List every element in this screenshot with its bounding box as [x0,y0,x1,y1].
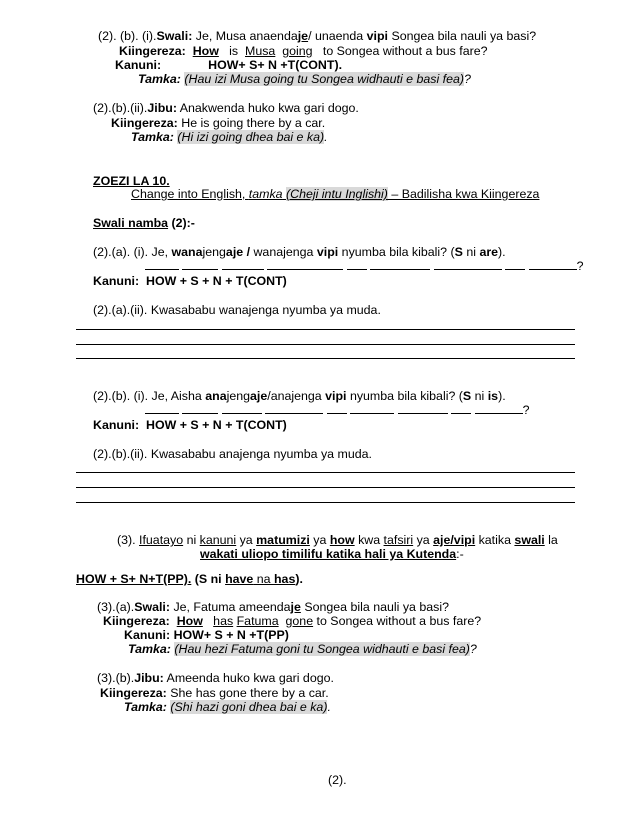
s3-jibu-label: Jibu: [134,671,164,685]
q2b-s: S [462,389,472,403]
s3-l1-ifuatayo: Ifuatayo [139,533,184,547]
q2a-answer-line-2 [76,344,575,345]
q2a-rest1: wanajenga [253,245,317,259]
zoezi-instr-a: Change into English, [131,187,249,201]
s3-formula-line [76,572,303,587]
s1-q-label: Swali: [156,29,193,43]
s1-k-is: is [229,44,239,58]
s1-tamka-end: ? [464,72,471,86]
zoezi-instr-tamka: tamka [248,187,283,201]
s1-kiingereza-line [119,44,488,59]
q2b-ana: ana [205,389,227,403]
s3-l1-how: how [329,533,355,547]
q2a-num: (2).(a). (i). Je, [93,245,172,259]
s3-t2-line [124,700,331,715]
s3-intro-line-1 [117,533,558,548]
s1-t2-line [131,130,328,145]
q2b-ni: ni [471,389,488,403]
q2b-answer-line-1 [76,472,575,473]
q2b-answer-line-2 [76,487,575,488]
s3-t2-end: . [327,700,331,714]
s3-t2-text: (Shi hazi goni dhea bai e ka) [170,700,328,714]
s3-na: na [253,572,274,586]
s3-formula: HOW + S+ N+T(PP). [76,572,192,586]
s1-tamka-text: (Hau izi Musa going tu Songea widhauti e basi fea) [184,72,465,86]
q2b-answer-blanks [145,402,530,418]
s3-k-label: Kiingereza: [103,614,170,628]
q2b-kanuni-label: Kanuni: [93,418,140,432]
s1-k-musa: Musa [245,44,276,58]
q2b-answer-line-3 [76,502,575,503]
s3-have: have [225,572,254,586]
s3-l1-g: katika [475,533,515,547]
q2a-ii: (2).(a).(ii). Kwasababu wanajenga nyumba ya muda. [93,303,381,317]
s1-t2-end: . [324,130,328,144]
swali-namba-num: (2):- [168,216,195,230]
s3-q-label: Swali: [134,600,170,614]
s1-q-num: (2). (b). (i). [98,29,157,43]
zoezi-instr-c: – Badilisha kwa Kiingereza [387,187,540,201]
q2a-are: are [479,245,499,259]
s3-intro-line-2 [200,547,464,562]
s1-k2-label: Kiingereza: [111,116,178,130]
q2b-num: (2).(b). (i). Je, Aisha [93,389,206,403]
s3-t2-label: Tamka: [124,700,167,714]
s1-q-vipi: vipi [366,29,389,43]
s3-l1-e: kwa [354,533,384,547]
s3-has: has [273,572,296,586]
q2b-kanuni [93,418,287,433]
s1-q-text-c: Songea bila nauli ya basi? [388,29,537,43]
s3-l1-a: (3). [117,533,140,547]
s1-q-text-b: / unaenda [308,29,367,43]
s3-tamka-line [128,642,477,657]
s1-q-je: je [297,29,309,43]
zoezi-title: ZOEZI LA 10. [93,174,170,188]
swali-namba-line [93,216,195,231]
s3-k2-line [100,686,329,701]
s3-l1-matumizi: matumizi [256,533,310,547]
s1-t2-label: Tamka: [131,130,174,144]
s3-l2-b: :- [456,547,464,561]
s1-t2-text: (Hi izi going dhea bai e ka) [177,130,325,144]
s1-jibu-num: (2).(b).(ii). [93,101,148,115]
s3-k-how: How [176,614,203,628]
q2a-close: ). [498,245,506,259]
q2a-blank-qmark: ? [576,259,584,273]
s3-q-text-b: Songea bila nauli ya basi? [300,600,449,614]
s3-k2-text: She has gone there by a car. [166,686,329,700]
s1-question-line [98,29,536,44]
q2b-vipi: vipi [325,389,347,403]
s1-k-label: Kiingereza: [119,44,186,58]
page-number: (2). [328,773,347,787]
q2a-s: S [454,245,463,259]
s3-l1-tafsiri: tafsiri [383,533,414,547]
q2b-close: ). [498,389,506,403]
s3-l1-d: ya [309,533,330,547]
s1-k-how: How [192,44,219,58]
zoezi-instr-highlight: (Cheji intu Inglishi) [286,187,388,201]
s1-jibu-line [93,101,359,116]
s3-jibu-text: Ameenda huko kwa gari dogo. [163,671,334,685]
s1-kanuni-label: Kanuni: [115,58,162,72]
s3-question-line [97,600,449,615]
s3-kanuni-line [124,628,289,643]
q2a-kanuni-label: Kanuni: [93,274,140,288]
s3-l1-f: ya [413,533,434,547]
q2a-aje: aje [225,245,244,259]
s3-tamka-label: Tamka: [128,642,171,656]
s3-formula-end: ). [295,572,303,586]
s3-q-je: je [290,600,301,614]
s3-kanuni-label: Kanuni: [124,628,171,642]
s1-k2-text: He is going there by a car. [177,116,326,130]
s1-k2-line [111,116,325,131]
s1-jibu-text: Anakwenda huko kwa gari dogo. [176,101,359,115]
s3-k-fatuma: Fatuma [236,614,279,628]
s1-q-text-a: Je, Musa anaenda [192,29,298,43]
s3-k-rest: to Songea without a bus fare? [313,614,482,628]
s3-l2-a: wakati uliopo timilifu katika hali ya Kutenda [200,547,457,561]
q2a-jeng: jeng [202,245,226,259]
s3-l1-c: ya [236,533,257,547]
q2a-answer-blanks [145,258,584,274]
s1-k-rest: to Songea without a bus fare? [322,44,488,58]
s3-q-text-a: Je, Fatuma ameenda [170,600,291,614]
s1-tamka-label: Tamka: [138,72,181,86]
s3-l1-ajevipi: aje/vipi [433,533,476,547]
q2b-is: is [487,389,499,403]
q2a-rest2: nyumba bila kibali? ( [338,245,455,259]
q2b-kanuni-formula: HOW + S + N + T(CONT) [146,418,287,432]
s3-jibu-num: (3).(b). [97,671,135,685]
s1-tamka-line [138,72,471,87]
q2b-ii: (2).(b).(ii). Kwasababu anajenga nyumba ya muda. [93,447,372,461]
q2b-blank-qmark: ? [522,403,530,417]
s3-formula-b: (S ni [191,572,226,586]
q2b-aje: aje [250,389,268,403]
s1-k-going: going [282,44,313,58]
s3-l1-b: ni [183,533,200,547]
s3-k-has: has [213,614,234,628]
s3-l1-kanuni: kanuni [199,533,237,547]
q2a-wana: wana [171,245,203,259]
q2a-answer-line-3 [76,358,575,359]
swali-namba-label: Swali namba [93,216,169,230]
s3-l1-swali: swali [514,533,545,547]
q2a-ni: ni [462,245,480,259]
s3-kanuni-formula: HOW+ S + N +T(PP) [170,628,289,642]
s3-kiingereza-line [103,614,481,629]
s3-jibu-line [97,671,334,686]
s3-k-gone: gone [285,614,314,628]
s3-k2-label: Kiingereza: [100,686,167,700]
s1-kanuni-formula: HOW+ S+ N +T(CONT). [208,58,343,72]
q2b-jeng: jeng [226,389,251,403]
s1-jibu-label: Jibu: [147,101,177,115]
s1-kanuni-line [115,58,342,73]
s3-tamka-text: (Hau hezi Fatuma goni tu Songea widhauti e basi fea) [174,642,470,656]
zoezi-instruction [131,187,539,202]
q2b-rest2: nyumba bila kibali? ( [346,389,463,403]
s3-l1-h: la [544,533,558,547]
q2a-kanuni [93,274,287,289]
s3-q-num: (3).(a). [97,600,135,614]
s3-tamka-end: ? [469,642,477,656]
q2a-slash: / [243,245,254,259]
q2a-kanuni-formula: HOW + S + N + T(CONT) [146,274,287,288]
q2a-answer-line-1 [76,329,575,330]
q2b-rest1: /anajenga [267,389,326,403]
q2a-vipi: vipi [316,245,339,259]
